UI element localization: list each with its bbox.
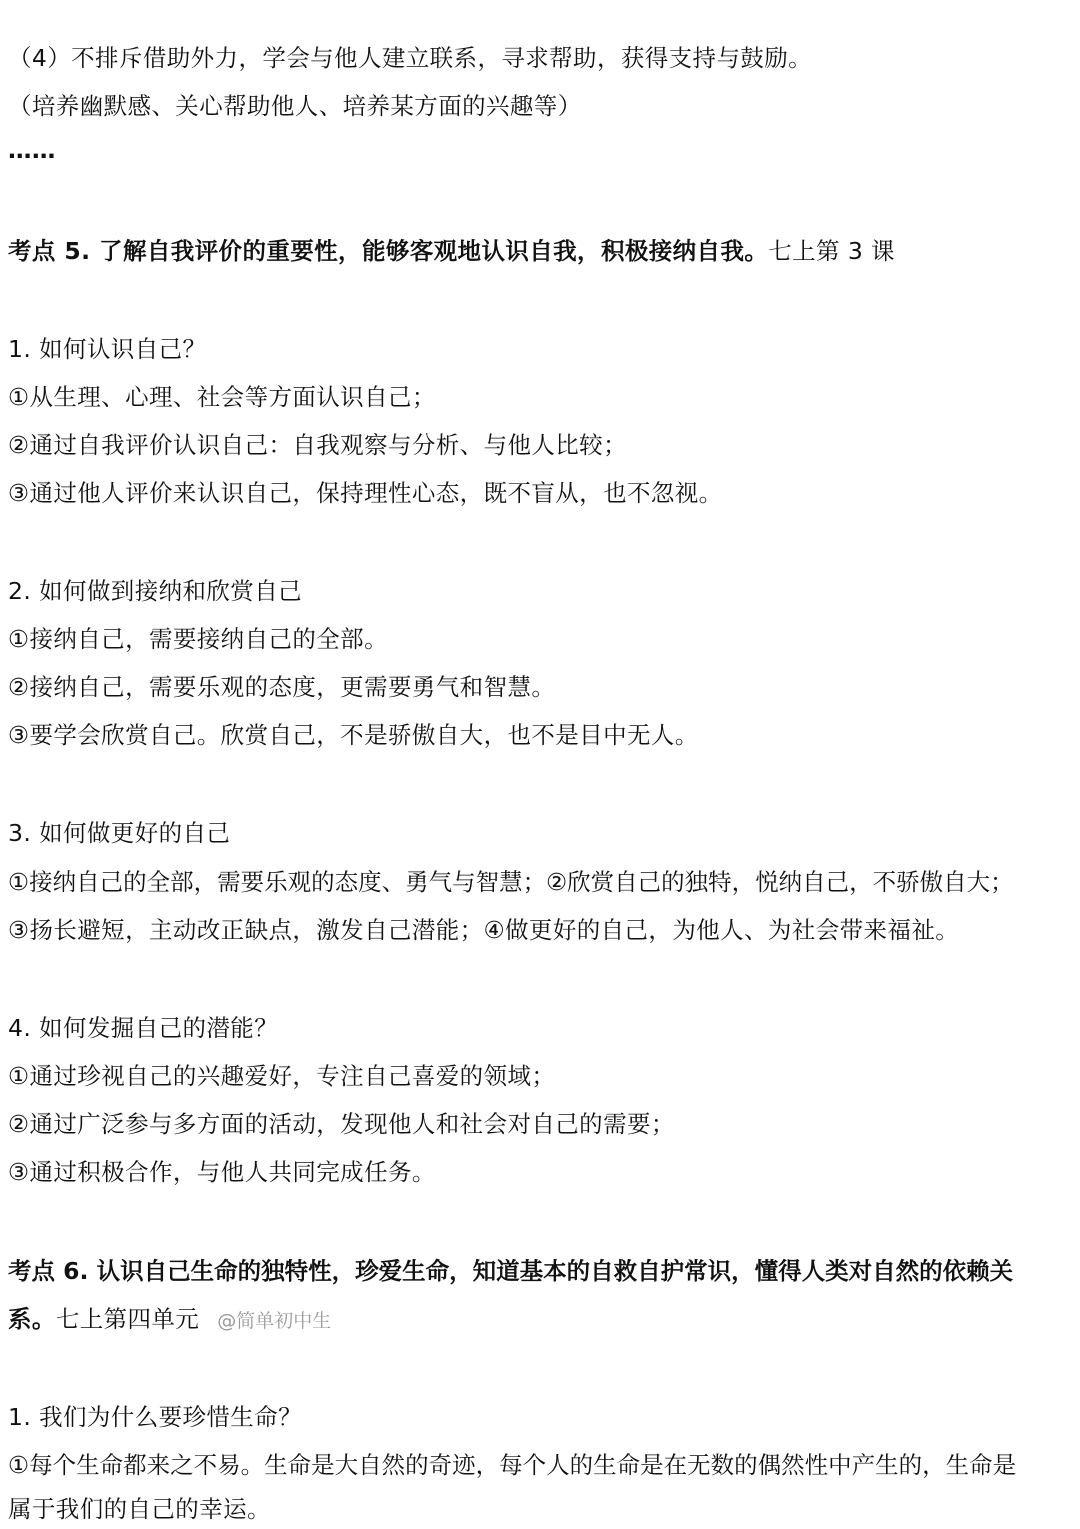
point5-q3-item-1: ①接纳自己的全部，需要乐观的态度、勇气与智慧；②欣赏自己的独特，悦纳自己，不骄傲自大； (8, 868, 1014, 896)
point5-q1-item-2: ②通过自我评价认识自己：自我观察与分析、与他人比较； (8, 431, 627, 459)
point6-heading-source: 七上第四单元 (55, 1305, 200, 1333)
point5-q4-item-1: ①通过珍视自己的兴趣爱好，专注自己喜爱的领域； (8, 1062, 556, 1090)
point5-q2-item-2: ②接纳自己，需要乐观的态度，更需要勇气和智慧。 (8, 673, 556, 701)
point5-q3-item-2: ③扬长避短，主动改正缺点，激发自己潜能；④做更好的自己，为他人、为社会带来福祉。 (8, 916, 960, 944)
point5-q3-title: 3. 如何做更好的自己 (8, 819, 231, 847)
point6-q1-item-2: 属于我们的自己的幸运。 (8, 1495, 271, 1523)
point6-heading-line-1: 考点 6. 认识自己生命的独特性，珍爱生命，知道基本的自救自护常识，懂得人类对自然的依赖关 (8, 1257, 1014, 1285)
point5-heading-bold: 考点 5. 了解自我评价的重要性，能够客观地认识自我，积极接纳自我。 (8, 237, 769, 265)
intro-line-1: （4）不排斥借助外力，学会与他人建立联系，寻求帮助，获得支持与鼓励。 (8, 44, 813, 72)
point5-q4-item-2: ②通过广泛参与多方面的活动，发现他人和社会对自己的需要； (8, 1110, 675, 1138)
point5-heading-source: 七上第 3 课 (768, 237, 895, 265)
point6-heading-line-2 (8, 1303, 1074, 1337)
point5-q4-item-3: ③通过积极合作，与他人共同完成任务。 (8, 1158, 436, 1186)
point5-q1-item-3: ③通过他人评价来认识自己，保持理性心态，既不盲从，也不忽视。 (8, 479, 723, 507)
author-watermark: @简单初中生 (217, 1310, 332, 1332)
point5-q1-title: 1. 如何认识自己？ (8, 335, 207, 363)
point5-q2-title: 2. 如何做到接纳和欣赏自己 (8, 577, 302, 605)
point5-heading (8, 235, 1074, 267)
point6-q1-item-1: ①每个生命都来之不易。生命是大自然的奇迹，每个人的生命是在无数的偶然性中产生的，生命是 (8, 1451, 1017, 1479)
point6-heading-end: 系。 (8, 1305, 56, 1333)
point5-q4-title: 4. 如何发掘自己的潜能？ (8, 1014, 279, 1042)
point5-q1-item-1: ①从生理、心理、社会等方面认识自己； (8, 383, 436, 411)
intro-ellipsis: …… (8, 136, 56, 164)
point5-q2-item-1: ①接纳自己，需要接纳自己的全部。 (8, 625, 388, 653)
point6-q1-title: 1. 我们为什么要珍惜生命？ (8, 1403, 302, 1431)
intro-line-2: （培养幽默感、关心帮助他人、培养某方面的兴趣等） (8, 92, 582, 120)
point5-q2-item-3: ③要学会欣赏自己。欣赏自己，不是骄傲自大，也不是目中无人。 (8, 721, 699, 749)
